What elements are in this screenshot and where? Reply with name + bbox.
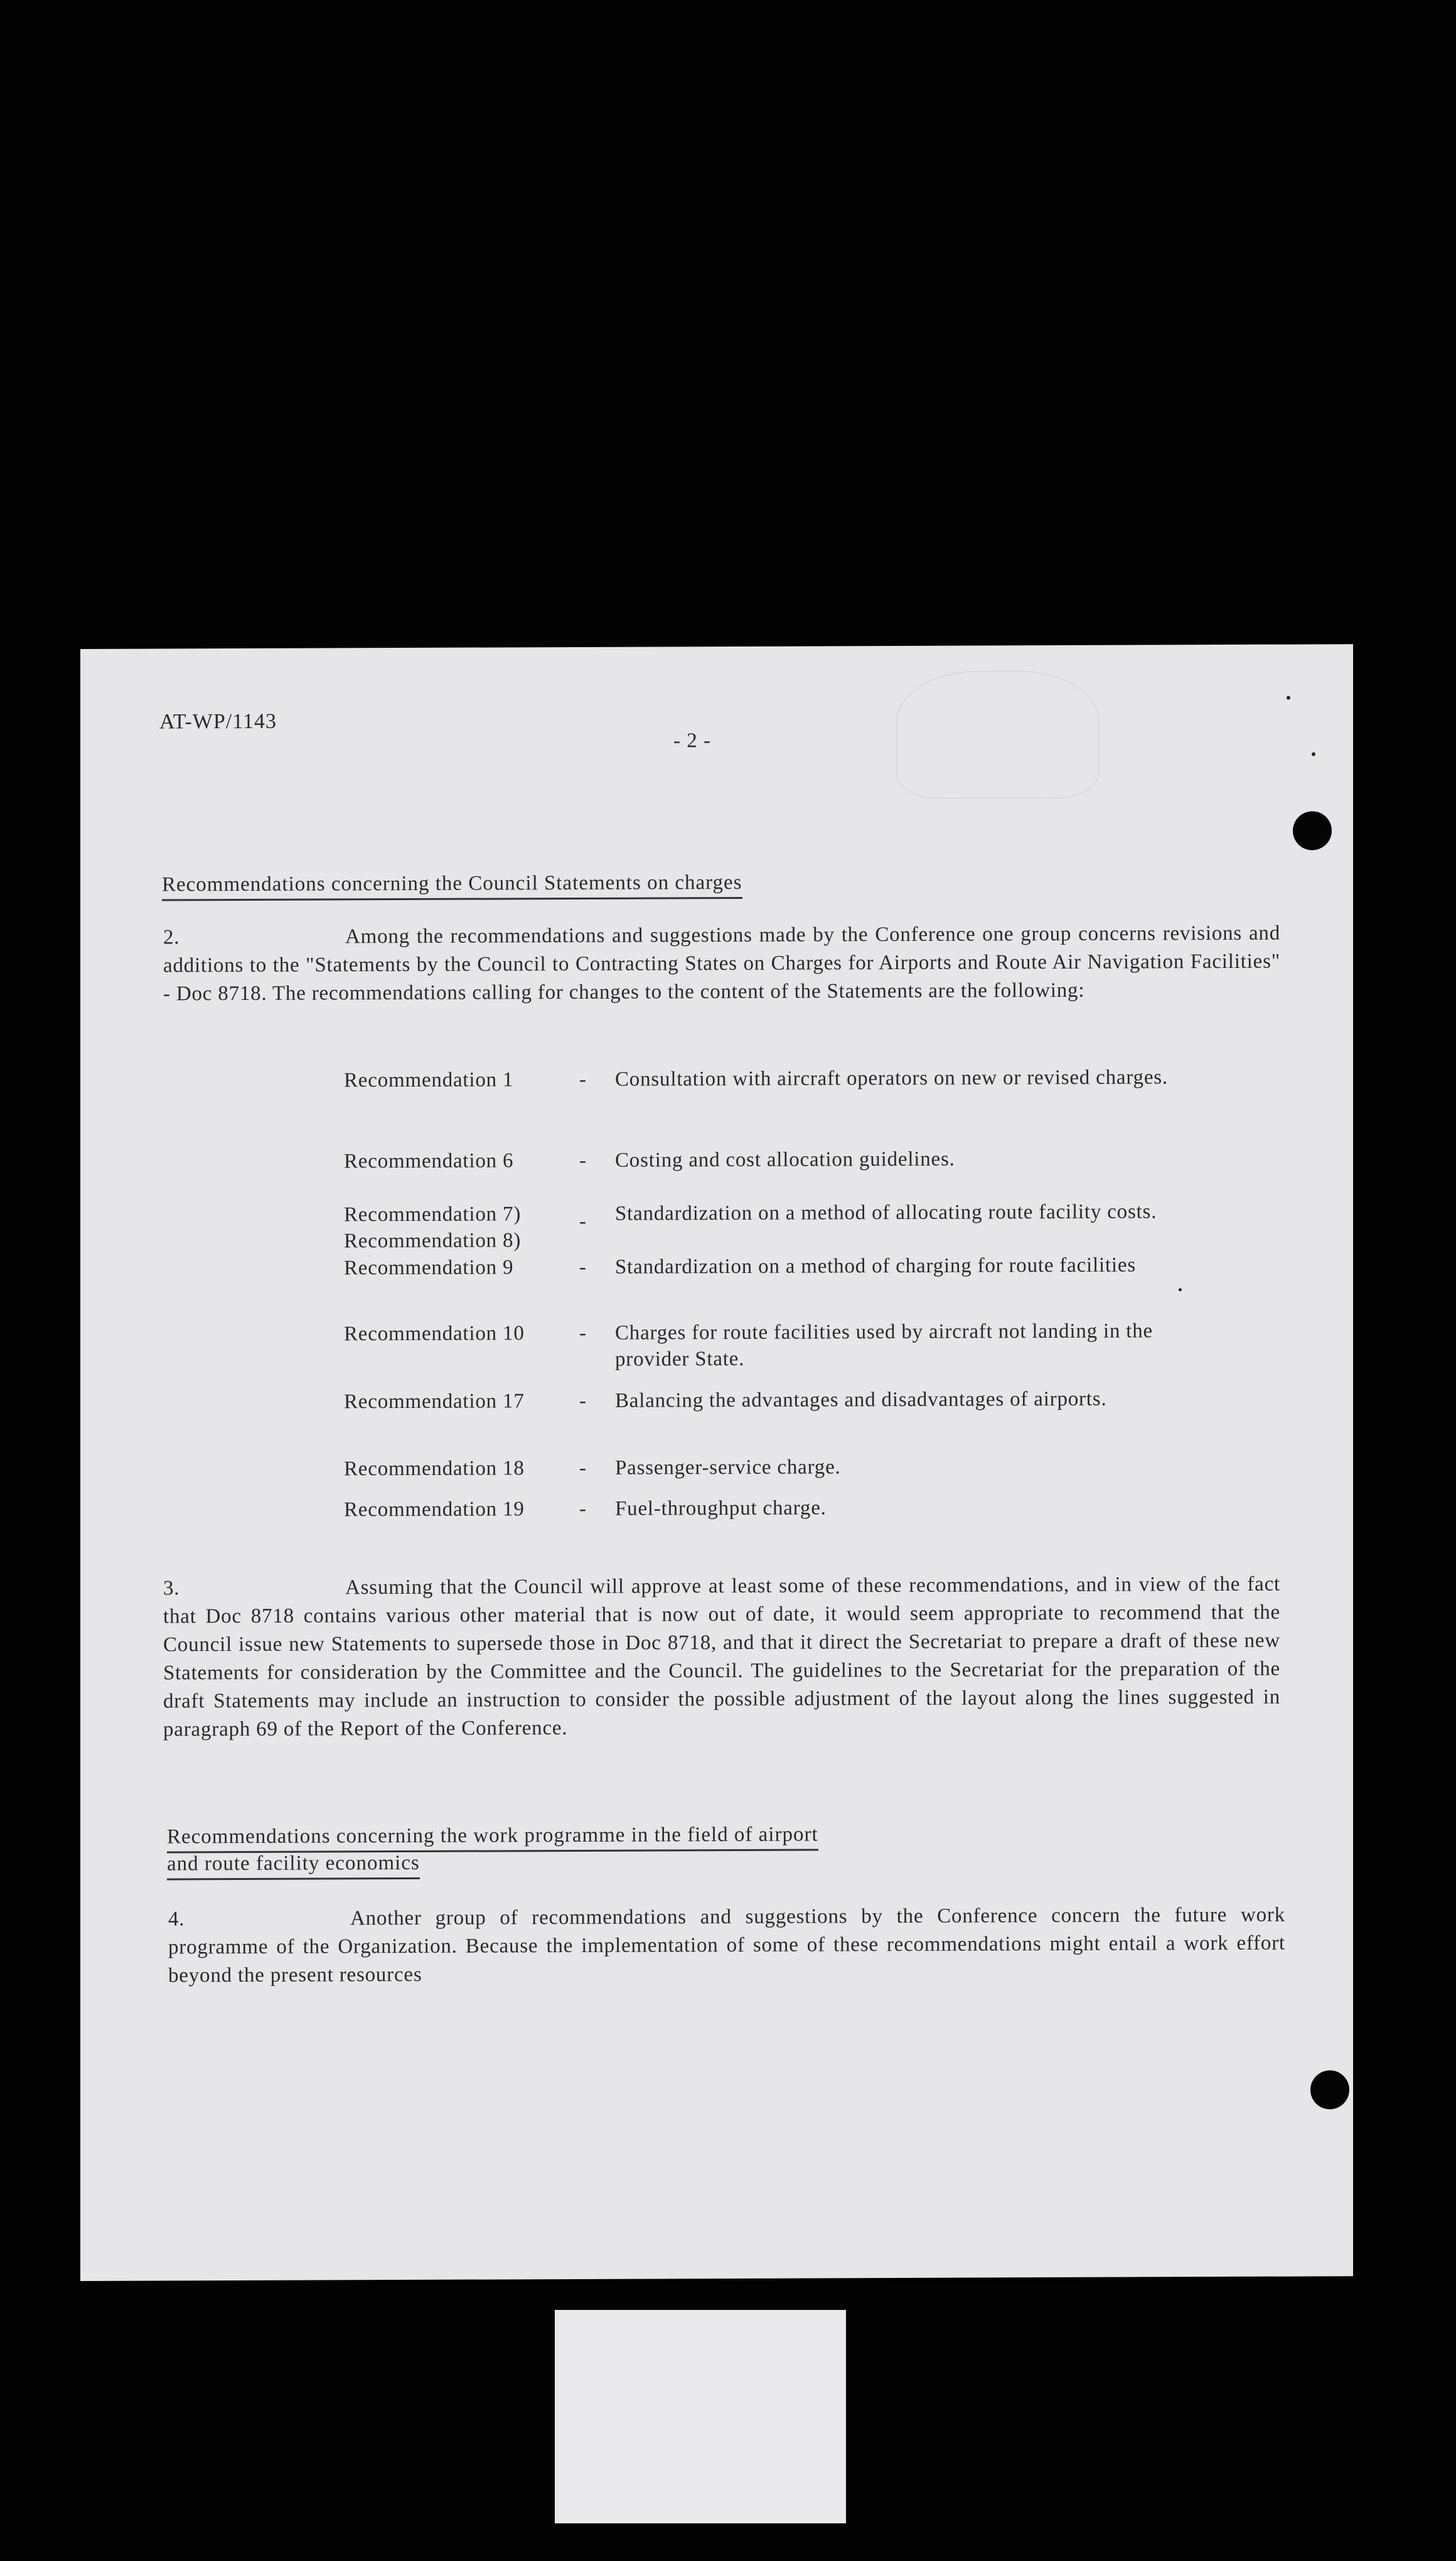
recommendation-text: Balancing the advantages and disadvantages of airports.: [615, 1387, 1107, 1412]
recommendation-text: Charges for route facilities used by aircraft not landing in the provider State.: [615, 1319, 1154, 1371]
recommendation-dash: -: [579, 1210, 586, 1233]
paragraph-2: [163, 920, 1280, 1009]
paragraph-text: Among the recommendations and suggestions made by the Conference one group concerns revisions and additions to the "Statements by the Council to Contracting States on Charges for Airports and Route Air Navigation Facilities" - Doc 8718. The recommendations calling for changes to the content of the Statements are the following:: [163, 921, 1280, 1006]
paragraph-number: 4.: [168, 1908, 185, 1931]
paragraph-3: [163, 1570, 1280, 1744]
punch-hole-bottom: [1310, 2070, 1349, 2109]
recommendation-dash: -: [579, 1497, 586, 1520]
page-number: - 2 -: [673, 729, 711, 753]
paragraph-number: 2.: [163, 926, 180, 949]
recommendation-label: Recommendation 17: [344, 1390, 525, 1414]
paragraph-4: [168, 1901, 1285, 1990]
recommendation-text: Consultation with aircraft operators on new or revised charges.: [615, 1066, 1168, 1091]
recommendation-dash: -: [579, 1389, 586, 1412]
recommendation-text: Standardization on a method of charging for route facilities: [615, 1254, 1136, 1279]
recommendation-text: Costing and cost allocation guidelines.: [615, 1147, 955, 1172]
paragraph-number: 3.: [163, 1577, 180, 1600]
recommendation-dash: -: [579, 1149, 586, 1172]
section-heading-work-programme-line1: Recommendations concerning the work programme in the field of airport: [167, 1824, 818, 1853]
section-heading-council-statements: Recommendations concerning the Council Statements on charges: [162, 872, 742, 901]
recommendation-text: Passenger-service charge.: [615, 1456, 841, 1479]
recommendation-label: Recommendation 18: [344, 1457, 525, 1481]
paragraph-text: Another group of recommendations and suggestions by the Conference concern the future work programme of the Organization. Because the implementation of some of these recommendations might entail a work effort beyond the present resources: [168, 1903, 1285, 1987]
recommendation-label: Recommendation 6: [344, 1149, 514, 1173]
recommendation-dash: -: [579, 1321, 586, 1345]
recommendation-dash: -: [579, 1068, 586, 1091]
recommendation-label: Recommendation 1: [344, 1068, 514, 1092]
paper-speck: [1312, 752, 1315, 756]
recommendation-dash: -: [579, 1255, 586, 1279]
recommendation-label: Recommendation 19: [344, 1498, 525, 1522]
recommendation-text: Fuel-throughput charge.: [615, 1496, 827, 1520]
recommendation-text: Standardization on a method of allocating route facility costs.: [615, 1200, 1157, 1225]
recommendation-label: Recommendation 9: [344, 1256, 514, 1280]
paper-speck: [1179, 1288, 1182, 1291]
document-reference: AT-WP/1143: [159, 709, 277, 734]
paragraph-text: Assuming that the Council will approve at least some of these recommendations, and in view of the fact that Doc 8718 contains various other material that is now out of date, it would seem appropriate to recommend that the Council issue new Statements to supersede those in Doc 8718, and that it direct the Secretariat to prepare a draft of these new Statements for consideration by the Committee and the Council. The guidelines to the Secretariat for the preparation of the draft Statements may include an instruction to consider the possible adjustment of the layout along the lines suggested in paragraph 69 of the Report of the Conference.: [163, 1572, 1280, 1741]
faint-stamp: [896, 670, 1100, 799]
recommendation-label: Recommendation 7) Recommendation 8): [344, 1203, 522, 1253]
paper-speck: [1287, 696, 1290, 700]
paper-slip: [555, 2310, 846, 2523]
punch-hole-top: [1293, 811, 1332, 850]
recommendation-dash: -: [579, 1456, 586, 1479]
recommendation-label: Recommendation 10: [344, 1322, 525, 1346]
document-page: [80, 644, 1353, 2281]
section-heading-work-programme-line2: and route facility economics: [167, 1853, 420, 1881]
